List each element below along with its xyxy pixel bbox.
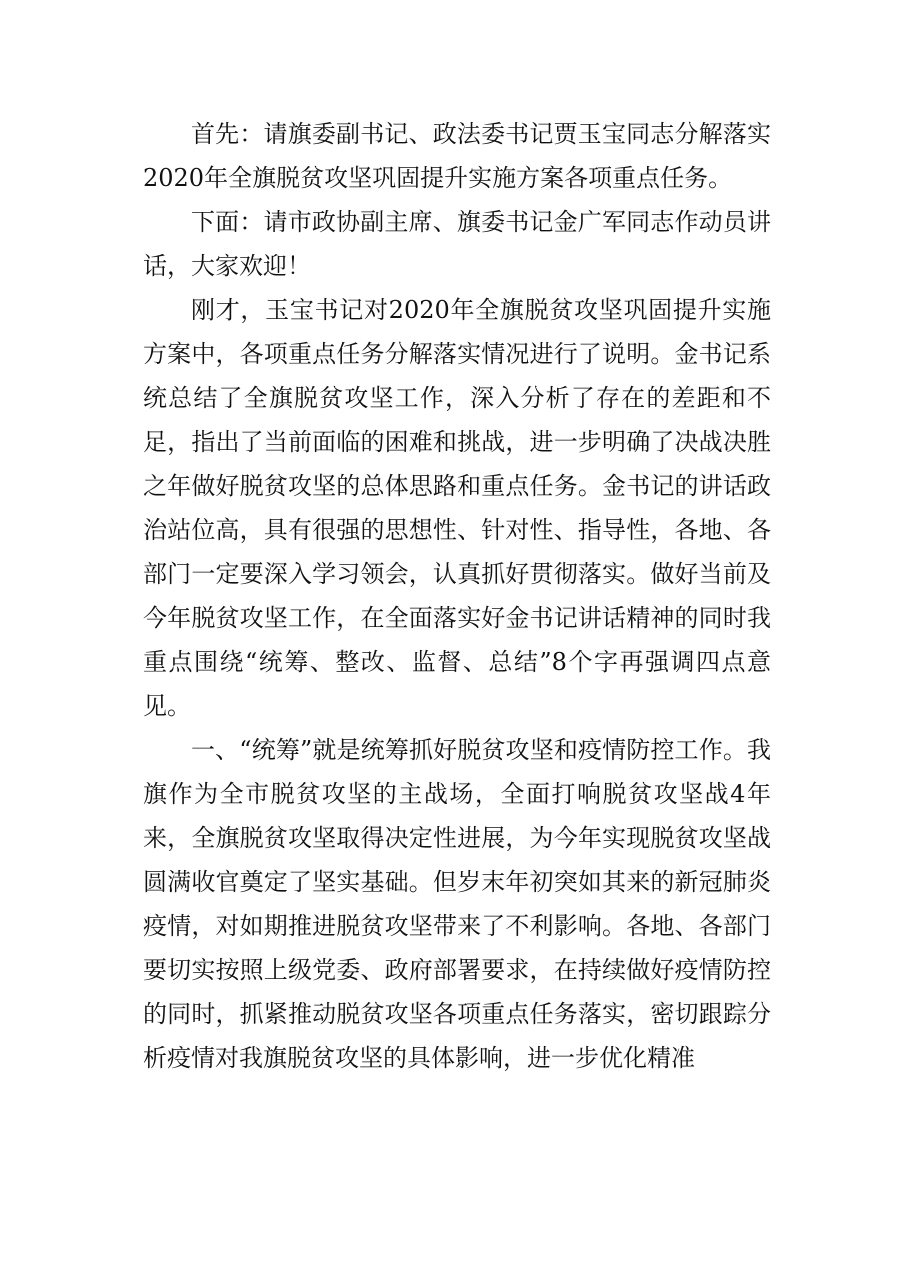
paragraph-summary: 刚才，玉宝书记对2020年全旗脱贫攻坚巩固提升实施方案中，各项重点任务分解落实情况进行了说明。金书记系统总结了全旗脱贫攻坚工作，深入分析了存在的差距和不足，指出了当前面临的困难和挑战，进一步明确了决战决胜之年做好脱贫攻坚的总体思路和重点任务。金书记的讲话政治站位高，具有很强的思想性、针对性、指导性，各地、各部门一定要深入学习领会，认真抓好贯彻落实。做好当前及今年脱贫攻坚工作，在全面落实好金书记讲话精神的同时我重点围绕“统筹、整改、监督、总结”8个字再强调四点意见。 — [143, 296, 771, 720]
document-body — [143, 112, 771, 1080]
paragraph-point-one: 一、“统筹”就是统筹抓好脱贫攻坚和疫情防控工作。我旗作为全市脱贫攻坚的主战场，全面打响脱贫攻坚战4年来，全旗脱贫攻坚取得决定性进展，为今年实现脱贫攻坚战圆满收官奠定了坚实基础。但岁末年初突如其来的新冠肺炎疫情，对如期推进脱贫攻坚带来了不利影响。各地、各部门要切实按照上级党委、政府部署要求，在持续做好疫情防控的同时，抓紧推动脱贫攻坚各项重点任务落实，密切跟踪分析疫情对我旗脱贫攻坚的具体影响，进一步优化精准 — [143, 736, 771, 1072]
paragraph-next-speaker: 下面：请市政协副主席、旗委书记金广军同志作动员讲话，大家欢迎！ — [143, 208, 771, 280]
paragraph-opening: 首先：请旗委副书记、政法委书记贾玉宝同志分解落实2020年全旗脱贫攻坚巩固提升实施方案各项重点任务。 — [143, 120, 771, 192]
